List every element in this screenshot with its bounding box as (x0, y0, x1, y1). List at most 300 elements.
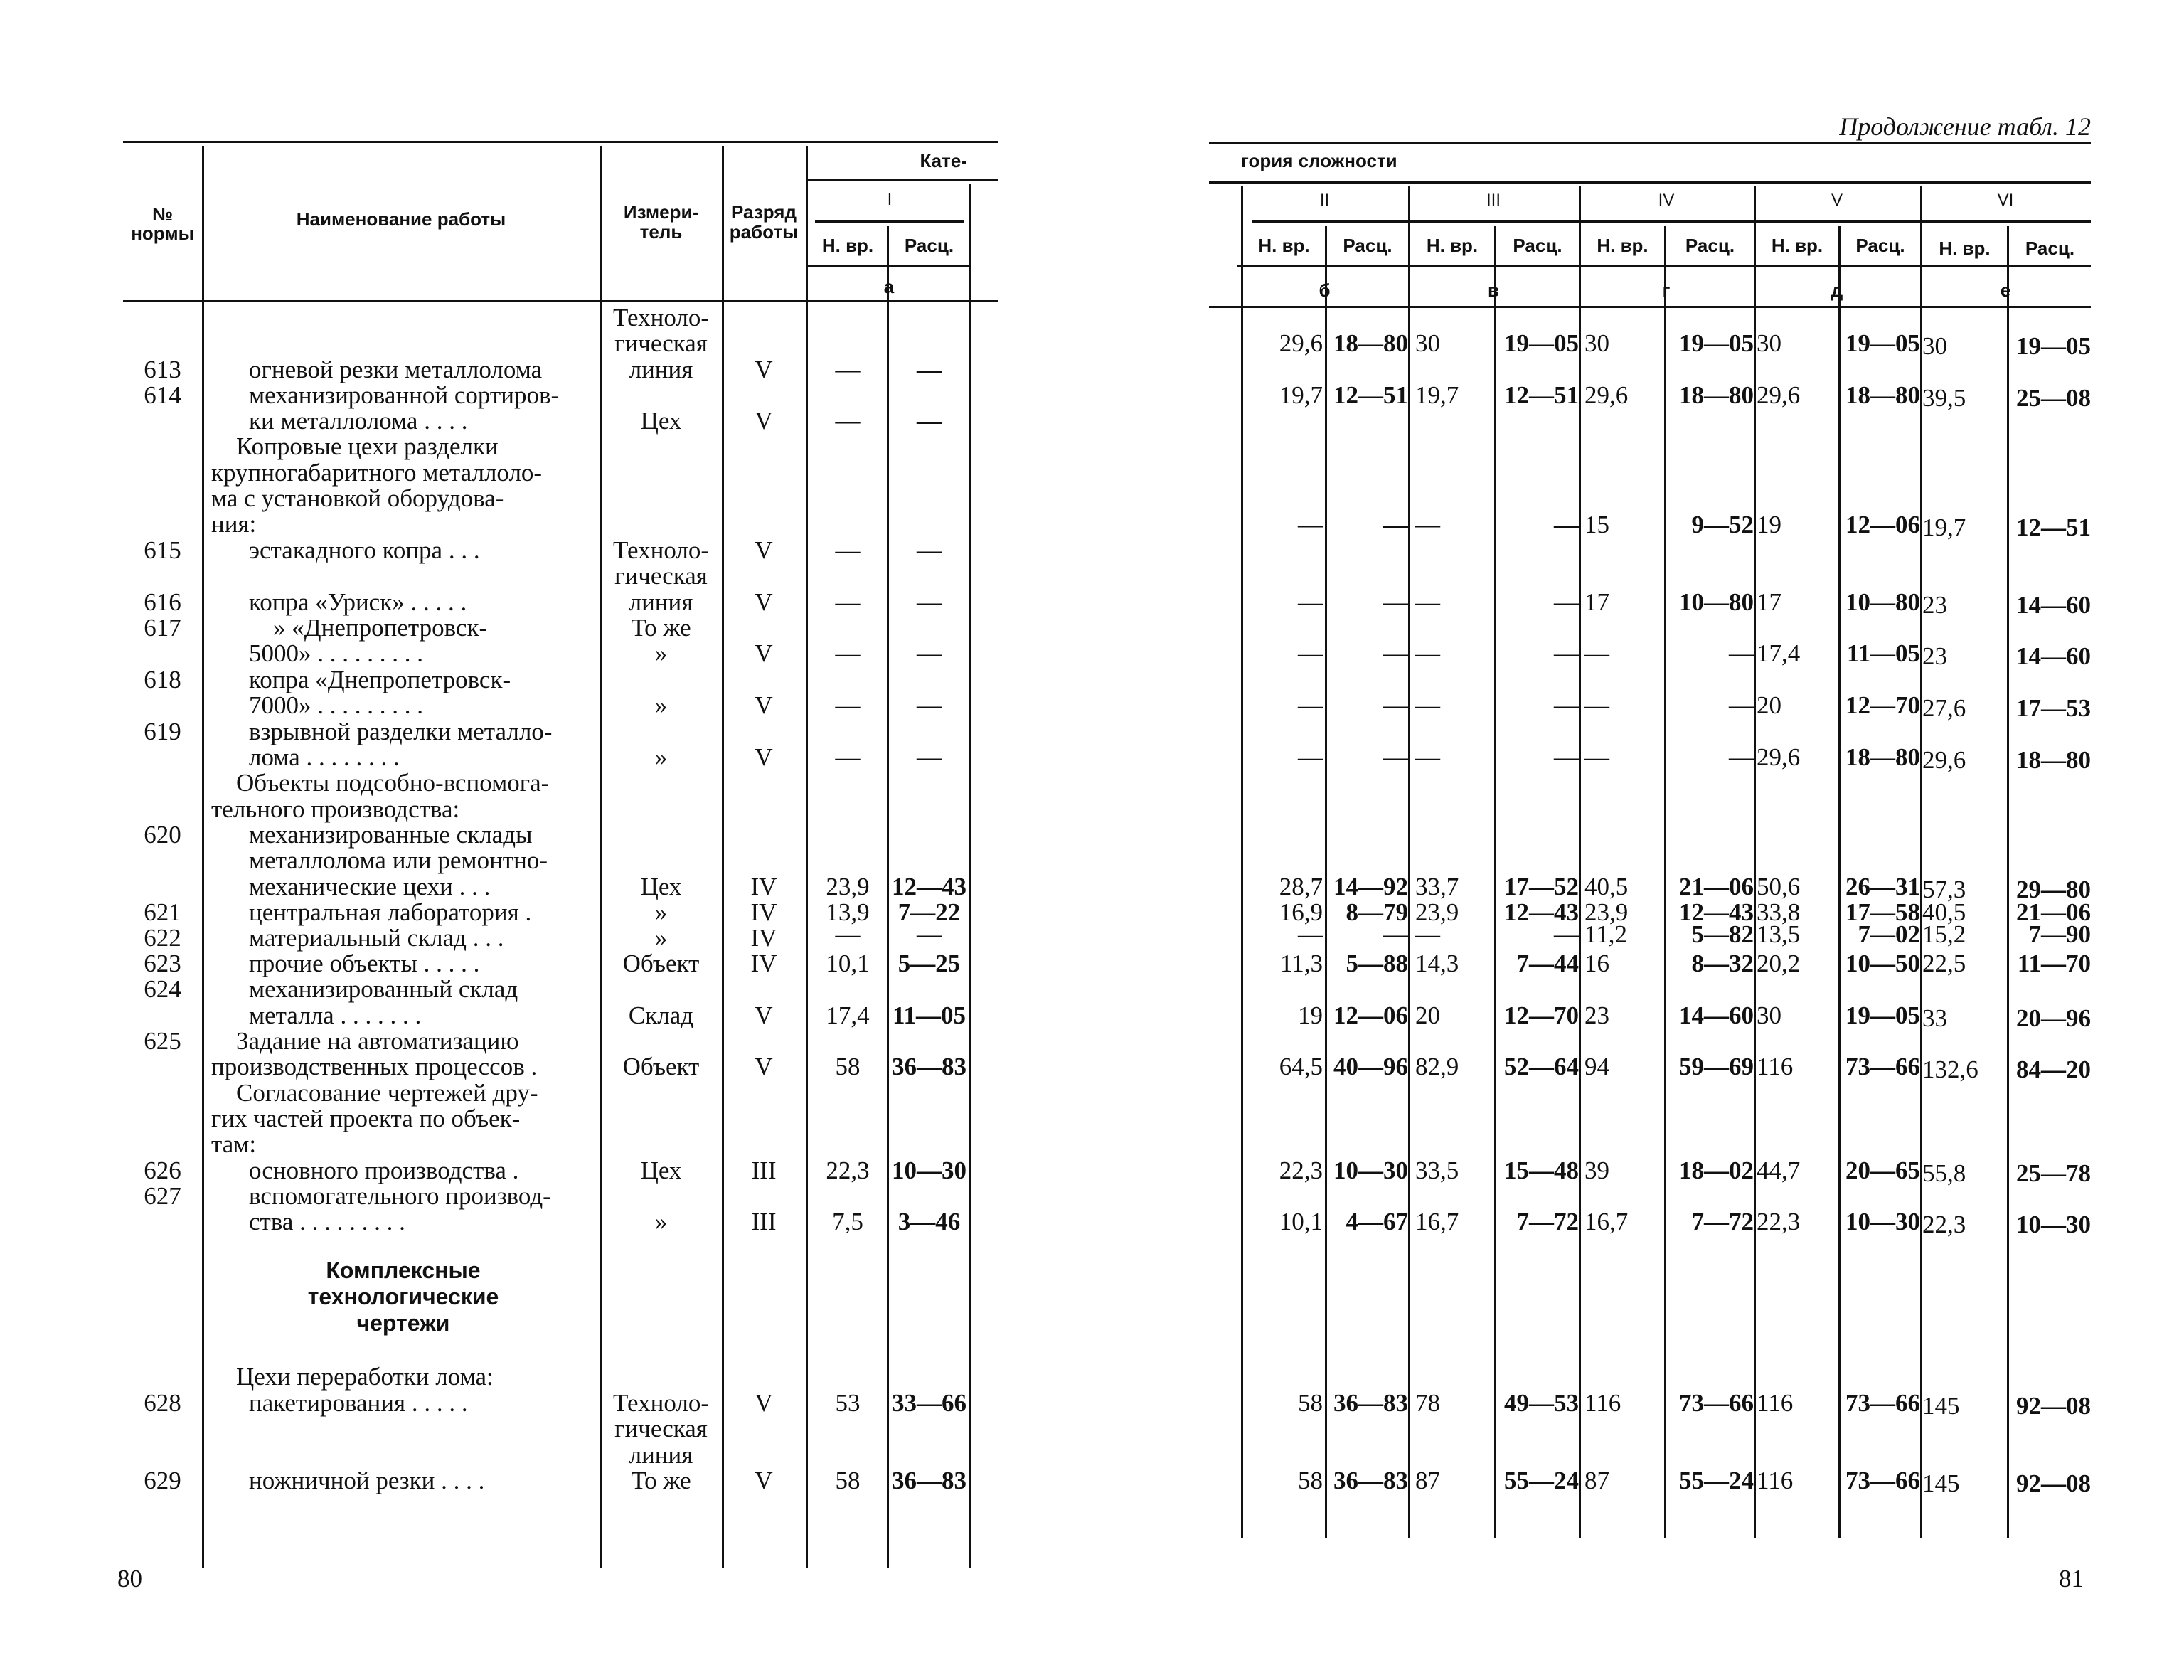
h-vr-cell: 116 (1757, 1389, 1794, 1417)
unit-cell: » (654, 898, 668, 926)
kate-rule (806, 179, 998, 181)
rasc-cell: 17—52 (1504, 873, 1579, 900)
h-vr-cell: 94 (1584, 1053, 1609, 1080)
work-name-line: взрывной разделки металло- (249, 718, 553, 745)
rasc-cell: 19—05 (1845, 1001, 1920, 1029)
kate-header: Кате- (920, 150, 967, 171)
h-vr-cell: 58 (835, 1467, 861, 1494)
work-name-line: прочие объекты . . . . . (249, 950, 480, 977)
rasc-cell: 12—70 (1845, 691, 1920, 719)
h-vr-cell: 23,9 (1584, 898, 1629, 926)
h-vr-cell: 23,9 (1415, 898, 1459, 926)
rasc-cell: — (1383, 743, 1408, 771)
h-vr-cell: 28,7 (1279, 873, 1323, 900)
norm-number: 621 (144, 898, 181, 926)
rasc-cell: 17—58 (1845, 898, 1920, 926)
rasc-cell: 19—05 (2016, 332, 2091, 360)
rasc-cell: 10—30 (892, 1157, 966, 1184)
h-vr-cell: 19 (1298, 1001, 1323, 1029)
rasc-cell: 55—24 (1504, 1467, 1579, 1494)
unit-cell: Склад (628, 1001, 694, 1029)
right-col-rule (1408, 186, 1410, 1538)
h-vr-cell: 30 (1757, 1001, 1781, 1029)
h-vr-cell: 58 (1298, 1389, 1323, 1417)
h-vr-cell: 30 (1757, 329, 1781, 357)
col-no-header-2: нормы (131, 223, 194, 244)
h-vr-cell: 39,5 (1922, 384, 1966, 412)
work-name-line: тельного производства: (211, 795, 460, 823)
h-vr-cell: — (835, 356, 861, 383)
h-vr-cell: 22,3 (1757, 1208, 1801, 1235)
rasc-cell: 10—30 (1845, 1208, 1920, 1235)
h-vr-cell: 20 (1757, 691, 1781, 719)
h-vr-cell: 29,6 (1757, 381, 1801, 409)
h-vr-cell: 29,6 (1584, 381, 1629, 409)
letter-g: г (1662, 280, 1671, 301)
grade-cell: V (755, 1053, 773, 1080)
work-name-line: » «Днепропетровск- (273, 614, 488, 642)
work-name-line: пакетирования . . . . . (249, 1389, 468, 1417)
rasc-cell: 11—05 (1846, 639, 1920, 667)
right-header-bottom-rule (1209, 306, 2091, 308)
rasc-cell: — (917, 356, 942, 383)
rasc-cell: 29—80 (2016, 876, 2091, 903)
rasc-cell: — (1729, 691, 1754, 719)
h-vr-cell: 29,6 (1757, 743, 1801, 771)
unit-cell: линия (629, 588, 693, 616)
grade-cell: IV (750, 950, 777, 977)
letter-e: е (2000, 280, 2011, 301)
h-vr-cell: 58 (835, 1053, 861, 1080)
rasc-cell: 10—50 (1845, 950, 1920, 977)
h-vr-cell: 20 (1415, 1001, 1440, 1029)
work-name-line: ния: (211, 510, 257, 538)
norm-number: 622 (144, 924, 181, 952)
h-vr-cell: 10,1 (826, 950, 870, 977)
h-vr-cell: 16,9 (1279, 898, 1323, 926)
grade-cell: V (755, 1467, 773, 1494)
h-vr-cell: 27,6 (1922, 694, 1966, 722)
work-name-line: копра «Днепропетровск- (249, 666, 511, 693)
rasc-cell: 36—83 (892, 1467, 966, 1494)
rasc-cell: 7—22 (897, 898, 961, 926)
h-vr-cell: 30 (1922, 332, 1947, 360)
h-vr-cell: — (1298, 639, 1323, 667)
category-iv: IV (1658, 191, 1675, 210)
letter-d: д (1831, 280, 1843, 301)
rasc-cell: 12—70 (1504, 1001, 1579, 1029)
h-vr-cell: — (835, 920, 861, 948)
h-vr-header: Н. вр. (1939, 238, 1991, 259)
h-vr-cell: — (835, 639, 861, 667)
rasc-cell: 36—83 (1333, 1467, 1408, 1494)
norm-number: 616 (144, 588, 181, 616)
h-vr-cell: 53 (835, 1389, 861, 1417)
unit-cell: Техноло- (612, 1389, 709, 1417)
work-name-line: 7000» . . . . . . . . . (249, 691, 423, 719)
h-vr-cell: — (1298, 691, 1323, 719)
h-vr-cell: 33,7 (1415, 873, 1459, 900)
rasc-cell: 5—88 (1346, 950, 1408, 977)
rasc-cell: 19—05 (1504, 329, 1579, 357)
rasc-cell: 14—92 (1333, 873, 1408, 900)
h-vr-cell: 17 (1757, 588, 1781, 616)
h-vr-cell: — (1584, 743, 1609, 771)
rasc-cell: 18—80 (2016, 746, 2091, 774)
rasc-cell: 5—82 (1691, 920, 1754, 948)
work-name-line: ки металлолома . . . . (249, 407, 468, 435)
rasc-cell: — (1554, 511, 1579, 538)
grade-cell: V (755, 1389, 773, 1417)
col-grade-header-1: Разряд (731, 201, 797, 223)
work-name-line: копра «Уриск» . . . . . (249, 588, 467, 616)
rasc-cell: 73—66 (1845, 1053, 1920, 1080)
h-vr-cell: 10,1 (1279, 1208, 1323, 1235)
unit-cell: Цех (640, 407, 682, 435)
h-vr-cell: 40,5 (1922, 898, 1966, 926)
h-vr-cell: — (1298, 588, 1323, 616)
h-vr-cell: 23 (1922, 642, 1947, 670)
unit-cell: То же (631, 1467, 691, 1494)
rasc-cell: 92—08 (2016, 1392, 2091, 1420)
unit-cell: линия (629, 1441, 693, 1469)
rasc-cell: 73—66 (1679, 1389, 1754, 1417)
h-vr-cell: 23 (1584, 1001, 1609, 1029)
rasc-cell: 19—05 (1845, 329, 1920, 357)
rasc-cell: 55—24 (1679, 1467, 1754, 1494)
rasc-header: Расц. (904, 235, 954, 256)
h-vr-cell: 13,5 (1757, 920, 1801, 948)
unit-cell: гическая (614, 1415, 708, 1442)
h-vr-cell: 22,3 (1922, 1211, 1966, 1238)
h-vr-cell: 15 (1584, 511, 1609, 538)
work-name-line: ства . . . . . . . . . (249, 1208, 405, 1235)
rasc-cell: 17—53 (2016, 694, 2091, 722)
rasc-cell: 73—66 (1845, 1389, 1920, 1417)
norm-number: 627 (144, 1182, 181, 1210)
unit-cell: Техноло- (612, 536, 709, 564)
rasc-header: Расц. (1685, 235, 1735, 256)
h-vr-cell: 29,6 (1922, 746, 1966, 774)
grade-cell: V (755, 1001, 773, 1029)
rasc-cell: — (917, 407, 942, 435)
grade-cell: III (751, 1157, 777, 1184)
norm-number: 625 (144, 1027, 181, 1055)
rasc-cell: 10—30 (1333, 1157, 1408, 1184)
work-name-line: эстакадного копра . . . (249, 536, 480, 564)
rasc-cell: 26—31 (1845, 873, 1920, 900)
category-iii: III (1486, 191, 1501, 210)
unit-cell: Цех (640, 1157, 682, 1184)
col-unit-header-1: Измери- (623, 201, 699, 223)
h-vr-header: Н. вр. (1258, 235, 1310, 256)
rasc-cell: — (917, 588, 942, 616)
h-vr-cell: 116 (1757, 1053, 1794, 1080)
h-vr-cell: 23,9 (826, 873, 870, 900)
grade-cell: IV (750, 873, 777, 900)
work-name-line: Согласование чертежей дру- (236, 1079, 538, 1107)
rasc-cell: — (1383, 511, 1408, 538)
h-vr-cell: 55,8 (1922, 1159, 1966, 1187)
work-name-line: крупногабаритного металлоло- (211, 459, 543, 487)
section-title-2: технологические (307, 1284, 499, 1309)
category-vi: VI (1997, 191, 2014, 210)
grade-cell: V (755, 536, 773, 564)
rasc-cell: — (1729, 743, 1754, 771)
rasc-cell: 12—51 (2016, 514, 2091, 541)
h-vr-header: Н. вр. (1597, 235, 1648, 256)
grade-cell: V (755, 743, 773, 771)
col-grade-header-2: работы (729, 221, 799, 243)
rasc-cell: 14—60 (2016, 642, 2091, 670)
h-vr-cell: 116 (1584, 1389, 1621, 1417)
rasc-cell: 12—43 (892, 873, 966, 900)
right-col-rule (1754, 186, 1756, 1538)
h-vr-cell: 20,2 (1757, 950, 1801, 977)
h-vr-cell: — (1584, 639, 1609, 667)
rasc-cell: 36—83 (1333, 1389, 1408, 1417)
rasc-cell: 8—32 (1691, 950, 1754, 977)
unit-cell: Цех (640, 873, 682, 900)
grade-cell: V (755, 407, 773, 435)
rasc-cell: 25—08 (2016, 384, 2091, 412)
h-vr-cell: 87 (1584, 1467, 1609, 1494)
rasc-cell: 7—02 (1858, 920, 1920, 948)
rasc-cell: 21—06 (1679, 873, 1754, 900)
rasc-cell: 15—48 (1504, 1157, 1579, 1184)
norm-number: 614 (144, 381, 181, 409)
h-vr-cell: 58 (1298, 1467, 1323, 1494)
rasc-cell: — (917, 691, 942, 719)
col-rule-rasc (969, 184, 971, 1568)
h-vr-cell: — (835, 588, 861, 616)
work-name-line: металлолома или ремонтно- (249, 846, 548, 874)
h-vr-cell: 22,5 (1922, 950, 1966, 977)
rasc-cell: 21—06 (2016, 898, 2091, 926)
rasc-header: Расц. (1513, 235, 1562, 256)
rasc-cell: 8—79 (1346, 898, 1408, 926)
rasc-cell: 20—65 (1845, 1157, 1920, 1184)
rasc-cell: 4—67 (1346, 1208, 1408, 1235)
col-unit-header-2: тель (639, 221, 683, 243)
page-number-left: 80 (117, 1565, 142, 1593)
h-vr-cell: 57,3 (1922, 876, 1966, 903)
right-col-rule (1579, 186, 1581, 1538)
unit-cell: » (654, 1208, 668, 1235)
h-vr-cell: 22,3 (826, 1157, 870, 1184)
rasc-cell: 18—80 (1845, 381, 1920, 409)
h-vr-cell: 19,7 (1922, 514, 1966, 541)
rasc-cell: 73—66 (1845, 1467, 1920, 1494)
h-vr-cell: 50,6 (1757, 873, 1801, 900)
rasc-cell: — (1554, 691, 1579, 719)
h-vr-cell: — (1415, 588, 1440, 616)
rasc-cell: — (917, 920, 942, 948)
h-vr-cell: — (1298, 743, 1323, 771)
work-name-line: Цехи переработки лома: (236, 1363, 494, 1391)
h-vr-header: Н. вр. (1771, 235, 1823, 256)
rasc-cell: 11—70 (2017, 950, 2091, 977)
category-ii: II (1319, 191, 1330, 210)
work-name-line: основного производства . (249, 1157, 519, 1184)
unit-cell: Техноло- (612, 304, 709, 331)
h-vr-cell: — (1298, 920, 1323, 948)
rasc-header: Расц. (1855, 235, 1905, 256)
rasc-cell: 20—96 (2016, 1004, 2091, 1032)
work-name-line: металла . . . . . . . (249, 1001, 422, 1029)
rasc-cell: 40—96 (1333, 1053, 1408, 1080)
rasc-cell: 25—78 (2016, 1159, 2091, 1187)
work-name-line: огневой резки металлолома (249, 356, 543, 383)
rasc-header: Расц. (1343, 235, 1392, 256)
norm-number: 619 (144, 718, 181, 745)
work-name-line: механизированный склад (249, 975, 518, 1003)
rasc-cell: 18—80 (1679, 381, 1754, 409)
rasc-cell: — (1554, 920, 1579, 948)
rasc-cell: 5—25 (897, 950, 961, 977)
header-bottom-rule (123, 300, 998, 302)
norm-number: 629 (144, 1467, 181, 1494)
rasc-cell: 7—90 (2028, 920, 2091, 948)
grade-cell: III (751, 1208, 777, 1235)
work-name-line: там: (211, 1130, 257, 1158)
h-vr-cell: — (1415, 511, 1440, 538)
rasc-header: Расц. (2025, 238, 2075, 259)
rasc-cell: — (917, 639, 942, 667)
rasc-cell: 92—08 (2016, 1469, 2091, 1497)
h-vr-cell: 116 (1757, 1467, 1794, 1494)
rasc-cell: 12—43 (1679, 898, 1754, 926)
grade-cell: V (755, 356, 773, 383)
h-vr-cell: 40,5 (1584, 873, 1629, 900)
rasc-cell: 33—66 (892, 1389, 966, 1417)
work-name-line: механические цехи . . . (249, 873, 491, 900)
work-name-line: Копровые цехи разделки (236, 432, 499, 460)
right-cat-rule (1209, 181, 2091, 184)
h-vr-cell: 16,7 (1415, 1208, 1459, 1235)
h-vr-cell: 14,3 (1415, 950, 1459, 977)
rasc-cell: 49—53 (1504, 1389, 1579, 1417)
rasc-cell: 36—83 (892, 1053, 966, 1080)
section-title-3: чертежи (356, 1310, 450, 1336)
work-name-line: вспомогательного производ- (249, 1182, 551, 1210)
h-vr-cell: 19,7 (1415, 381, 1459, 409)
rasc-cell: 18—02 (1679, 1157, 1754, 1184)
work-name-line: механизированной сортиров- (249, 381, 560, 409)
h-vr-cell: — (835, 743, 861, 771)
col-no-header-1: № (152, 203, 173, 225)
work-name-line: производственных процессов . (211, 1053, 538, 1080)
h-vr-cell: — (835, 536, 861, 564)
rasc-cell: 10—80 (1679, 588, 1754, 616)
norm-number: 623 (144, 950, 181, 977)
col-rule-no (202, 146, 204, 1568)
letter-b: б (1319, 280, 1331, 301)
rasc-cell: — (1729, 639, 1754, 667)
rasc-cell: 3—46 (897, 1208, 961, 1235)
rasc-cell: 7—72 (1516, 1208, 1579, 1235)
work-name-line: Объекты подсобно-вспомога- (236, 769, 550, 797)
h-vr-header: Н. вр. (1426, 235, 1479, 256)
unit-cell: » (654, 691, 668, 719)
rasc-cell: — (1383, 639, 1408, 667)
continuation-label: Продолжение табл. 12 (1839, 112, 2091, 141)
rasc-cell: 12—43 (1504, 898, 1579, 926)
h-vr-cell: — (1415, 639, 1440, 667)
h-vr-cell: 30 (1415, 329, 1440, 357)
work-name-line: ножничной резки . . . . (249, 1467, 485, 1494)
h-vr-cell: — (1415, 920, 1440, 948)
rasc-cell: — (1554, 588, 1579, 616)
unit-cell: » (654, 639, 668, 667)
letter-a: а (883, 276, 895, 297)
h-vr-cell: 11,2 (1584, 920, 1627, 948)
h-vr-cell: 87 (1415, 1467, 1440, 1494)
right-subcat-rule (1252, 220, 2091, 223)
h-vr-cell: 78 (1415, 1389, 1440, 1417)
grade-cell: V (755, 588, 773, 616)
h-vr-cell: 13,9 (826, 898, 870, 926)
unit-cell: линия (629, 356, 693, 383)
h-vr-cell: 30 (1584, 329, 1609, 357)
rasc-cell: — (1383, 691, 1408, 719)
h-vr-cell: 132,6 (1922, 1056, 1978, 1083)
work-name-line: лома . . . . . . . . (249, 743, 400, 771)
rasc-cell: 84—20 (2016, 1056, 2091, 1083)
h-vr-cell: 16 (1584, 950, 1609, 977)
right-top-rule (1209, 142, 2091, 144)
right-col-rule (1241, 186, 1243, 1538)
h-vr-cell: 22,3 (1279, 1157, 1323, 1184)
norm-number: 626 (144, 1157, 181, 1184)
rasc-cell: 14—60 (1679, 1001, 1754, 1029)
page-number-right: 81 (2059, 1565, 2084, 1593)
rasc-cell: 14—60 (2016, 591, 2091, 619)
h-vr-cell: — (835, 407, 861, 435)
work-name-line: Задание на автоматизацию (236, 1027, 519, 1055)
rasc-cell: — (1554, 743, 1579, 771)
rasc-cell: 18—80 (1333, 329, 1408, 357)
h-vr-cell: — (1298, 511, 1323, 538)
h-vr-cell: 33 (1922, 1004, 1947, 1032)
norm-number: 620 (144, 821, 181, 849)
cat-i-rule (815, 220, 964, 223)
table-top-rule (123, 141, 998, 143)
cat-i-header: I (887, 190, 893, 209)
col-name-header: Наименование работы (296, 208, 506, 230)
section-title-1: Комплексные (326, 1258, 481, 1283)
h-vr-header: Н. вр. (821, 235, 874, 256)
rasc-cell: 12—06 (1845, 511, 1920, 538)
h-vr-cell: — (1584, 691, 1609, 719)
norm-number: 615 (144, 536, 181, 564)
rasc-cell: 59—69 (1679, 1053, 1754, 1080)
h-vr-cell: 44,7 (1757, 1157, 1801, 1184)
unit-cell: » (654, 743, 668, 771)
h-vr-cell: 145 (1922, 1469, 1960, 1497)
rasc-cell: 12—51 (1333, 381, 1408, 409)
h-vr-cell: 145 (1922, 1392, 1960, 1420)
h-vr-cell: 23 (1922, 591, 1947, 619)
h-vr-cell: 33,8 (1757, 898, 1801, 926)
norm-number: 628 (144, 1389, 181, 1417)
rasc-cell: 7—72 (1691, 1208, 1754, 1235)
rasc-cell: — (917, 743, 942, 771)
unit-cell: гическая (614, 562, 708, 590)
rasc-cell: 52—64 (1504, 1053, 1579, 1080)
rasc-cell: 9—52 (1691, 511, 1754, 538)
rasc-cell: 19—05 (1679, 329, 1754, 357)
